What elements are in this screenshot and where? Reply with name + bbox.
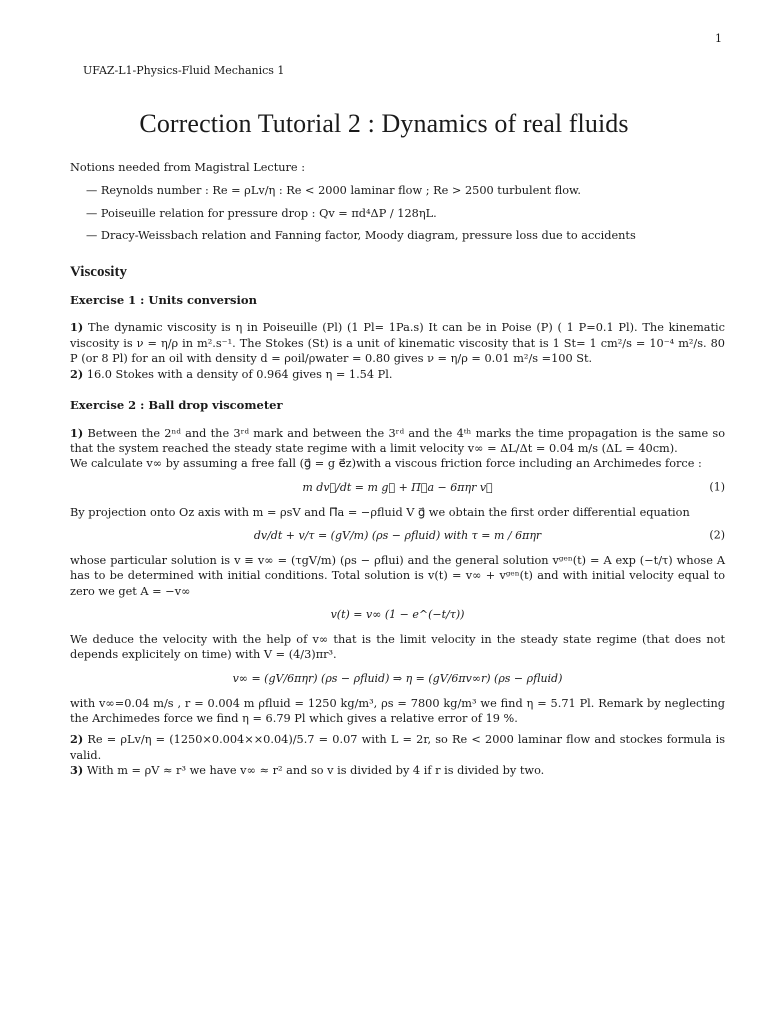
equation-number: (2) (709, 528, 725, 542)
page-number: 1 (715, 32, 722, 45)
equation-body: v∞ = (gV/6πηr) (ρs − ρfluid) ⇒ η = (gV/6πv∞r) (ρs − ρfluid) (232, 671, 563, 685)
notions-intro: Notions needed from Magistral Lecture : (70, 161, 306, 174)
document-title: Correction Tutorial 2 : Dynamics of real fluids (139, 109, 629, 138)
question-number: 3) (70, 763, 84, 777)
equation-body: dv/dt + v/τ = (gV/m) (ρs − ρfluid) with τ = m / 6πηr (253, 528, 542, 542)
running-header: UFAZ-L1-Physics-Fluid Mechanics 1 (83, 64, 285, 77)
notions-list (86, 183, 725, 243)
exercise-2-free-fall-text: We calculate v∞ by assuming a free fall (g⃗ = g e⃗z)with a viscous friction force including an Archimedes force : (70, 457, 702, 471)
exercise-2-projection-text: By projection onto Oz axis with m = ρsV and Π⃗a = −ρfluid V g⃗ we obtain the first order differential equation (70, 505, 690, 519)
exercise-1-answer-2 (70, 367, 725, 382)
question-number: 2) (70, 732, 84, 747)
equation-3 (70, 608, 725, 623)
exercise-1-title: Exercise 1 : Units conversion (70, 292, 257, 307)
question-number: 1) (70, 320, 84, 335)
exercise-2-answer-2 (70, 732, 725, 763)
answer-text: 16.0 Stokes with a density of 0.964 gives η = 1.54 Pl. (86, 367, 393, 381)
exercise-2-answer-3 (70, 763, 725, 778)
notion-darcy: — Dracy-Weissbach relation and Fanning factor, Moody diagram, pressure loss due to accidents (86, 228, 725, 243)
exercise-1-answer-1 (70, 320, 725, 366)
answer-text: The dynamic viscosity is η in Poiseuille (Pl) (1 Pl= 1Pa.s) It can be in Poise (P) ( 1 P=0.1 Pl). The kinematic viscosity is ν = η/ρ in m².s⁻¹. The Stokes (St) is a unit of kinematic viscosity that is 1 St= 1 cm²/s = 10⁻⁴ m²/s. 80 P (or 8 Pl) for an oil with density d = ρoil/ρwater = 0.80 gives ν = η/ρ = 0.01 m²/s =100 St. (70, 321, 725, 366)
exercise-2-answer-1 (70, 426, 725, 457)
equation-number: (1) (709, 480, 725, 494)
answer-text: With m = ρV ≈ r³ we have v∞ ≈ r² and so v is divided by 4 if r is divided by two. (86, 764, 545, 777)
notion-poiseuille: — Poiseuille relation for pressure drop : Qv = πd⁴ΔP / 128ηL. (86, 206, 725, 221)
question-number: 2) (70, 366, 84, 381)
equation-4 (70, 672, 725, 687)
notion-reynolds: — Reynolds number : Re = ρLv/η : Re < 2000 laminar flow ; Re > 2500 turbulent flow. (86, 183, 725, 198)
document-body (70, 160, 725, 778)
equation-1 (70, 481, 725, 496)
exercise-2-title: Exercise 2 : Ball drop viscometer (70, 397, 283, 412)
exercise-2-result-text: with v∞=0.04 m/s , r = 0.004 m ρfluid = 1250 kg/m³, ρs = 7800 kg/m³ we find η = 5.71 Pl. Remark by neglecting the Archimedes force we find η = 6.79 Pl which gives a relative error of 19 %. (70, 696, 725, 725)
question-number: 1) (70, 425, 84, 440)
answer-text: Re = ρLv/η = (1250×0.004××0.04)/5.7 = 0.07 with L = 2r, so Re < 2000 laminar flow and stockes formula is valid. (70, 733, 725, 762)
answer-text: Between the 2ⁿᵈ and the 3ʳᵈ mark and between the 3ʳᵈ and the 4ᵗʰ marks the time propagation is the same so that the system reached the steady state regime with a limit velocity v∞ = ΔL/Δt = 0.04 m/s (ΔL = 40cm). (70, 426, 725, 455)
exercise-2-deduce-text: We deduce the velocity with the help of v∞ that is the limit velocity in the steady state regime (that does not depends explicitely on time) with V = (4/3)πr³. (70, 632, 725, 662)
section-heading: Viscosity (70, 264, 127, 281)
equation-body: m dv⃗/dt = m g⃗ + Π⃗a − 6πηr v⃗ (302, 480, 493, 494)
exercise-2-solution-text: whose particular solution is v ≡ v∞ = (τgV/m) (ρs − ρflui) and the general solution vᵍᵉⁿ(t) = A exp (−t/τ) whose A has to be determined with initial conditions. Total solution is v(t) = v∞ + vᵍᵉⁿ(t) and with initial velocity equal to zero we get A = −v∞ (70, 553, 725, 598)
equation-body: v(t) = v∞ (1 − e^(−t/τ)) (330, 607, 465, 621)
equation-2 (70, 529, 725, 544)
